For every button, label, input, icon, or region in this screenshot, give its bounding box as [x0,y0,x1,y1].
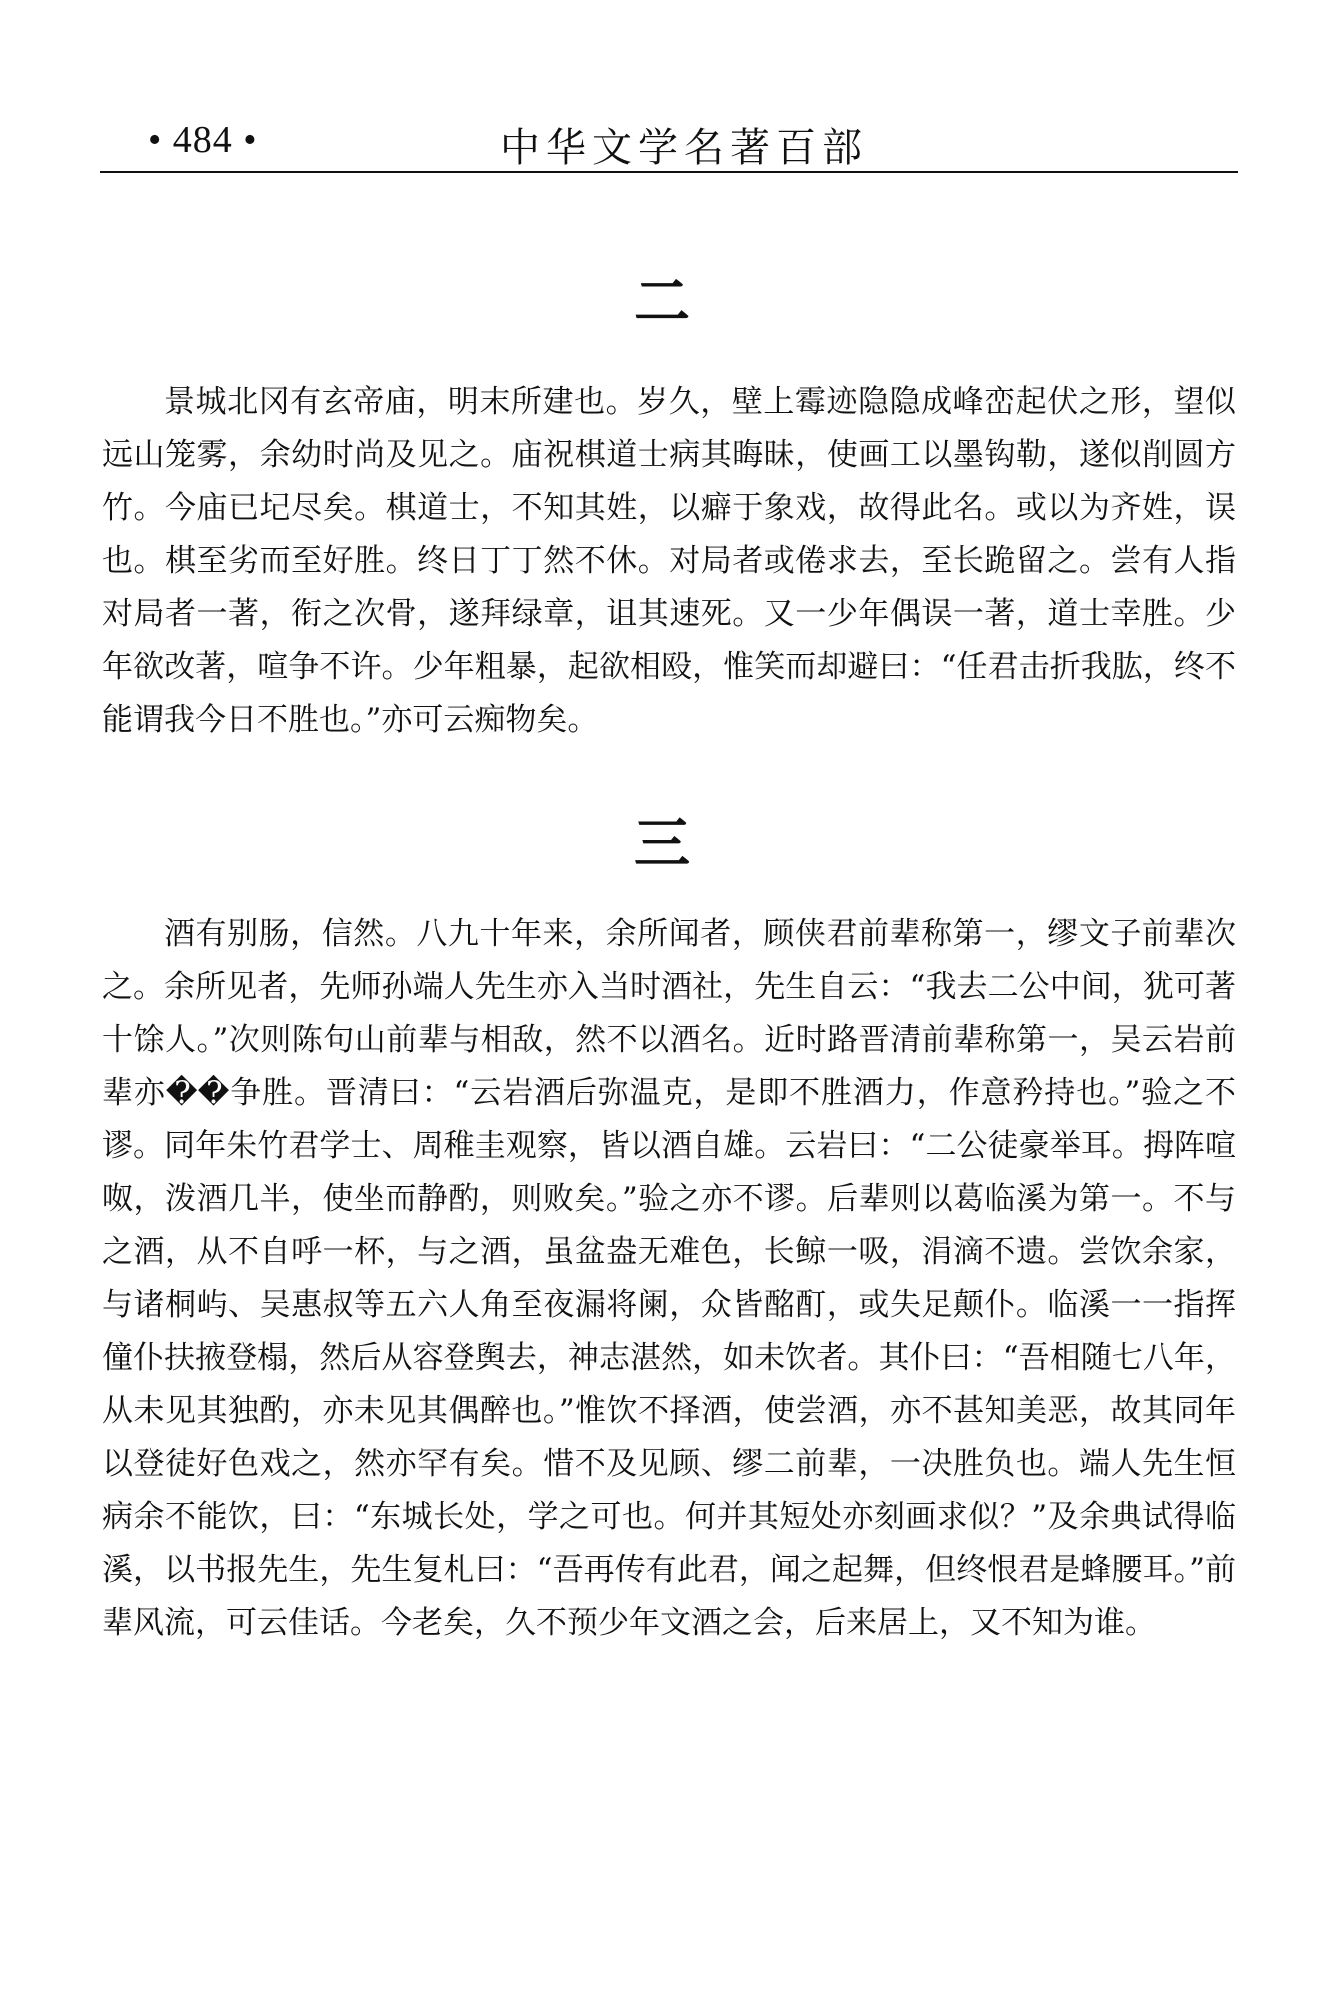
section-paragraph-3: 酒有别肠，信然。八九十年来，余所闻者，顾侠君前辈称第一，缪文子前辈次之。余所见者，先师孙端人先生亦入当时酒社，先生自云：“我去二公中间，犹可著十馀人。”次则陈句山前辈与相敌，然不以酒名。近时路晋清前辈称第一，吴云岩前辈亦��争胜。晋清曰：“云岩酒后弥温克，是即不胜酒力，作意矜持也。”验之不谬。同年朱竹君学士、周稚圭观察，皆以酒自雄。云岩曰：“二公徒豪举耳。拇阵喧呶，泼酒几半，使坐而静酌，则败矣。”验之亦不谬。后辈则以葛临溪为第一。不与之酒，从不自呼一杯，与之酒，虽盆盎无难色，长鲸一吸，涓滴不遗。尝饮余家，与诸桐屿、吴惠叔等五六人角至夜漏将阑，众皆酩酊，或失足颠仆。临溪一一指挥僮仆扶掖登榻，然后从容登舆去，神志湛然，如未饮者。其仆曰：“吾相随七八年，从未见其独酌，亦未见其偶醉也。”惟饮不择酒，使尝酒，亦不甚知美恶，故其同年以登徒好色戏之，然亦罕有矣。惜不及见顾、缪二前辈，一决胜负也。端人先生恒病余不能饮，曰：“东城长处，学之可也。何并其短处亦刻画求似？”及余典试得临溪，以书报先生，先生复札曰：“吾再传有此君，闻之起舞，但终恨君是蜂腰耳。”前辈风流，可云佳话。今老矣，久不预少年文酒之会，后来居上，又不知为谁。 [102,916,1236,1641]
page-header [100,108,1238,172]
section-paragraph-2: 景城北冈有玄帝庙，明末所建也。岁久，壁上霉迹隐隐成峰峦起伏之形，望似远山笼雾，余幼时尚及见之。庙祝棋道士病其晦昧，使画工以墨钩勒，遂似削圆方竹。今庙已圮尽矣。棋道士，不知其姓，以癖于象戏，故得此名。或以为齐姓，误也。棋至劣而至好胜。终日丁丁然不休。对局者或倦求去，至长跪留之。尝有人指对局者一著，衔之次骨，遂拜绿章，诅其速死。又一少年偶误一著，道士幸胜。少年欲改著，喧争不许。少年粗暴，起欲相殴，惟笑而却避曰：“任君击折我肱，终不能谓我今日不胜也。”亦可云痴物矣。 [102,384,1236,738]
book-title: 中华文学名著百部 [500,125,868,171]
section-heading-3: 三 [634,811,690,877]
section-heading-2: 二 [634,269,690,335]
page-number: • 484 • [148,119,258,161]
header-rule [100,171,1238,173]
